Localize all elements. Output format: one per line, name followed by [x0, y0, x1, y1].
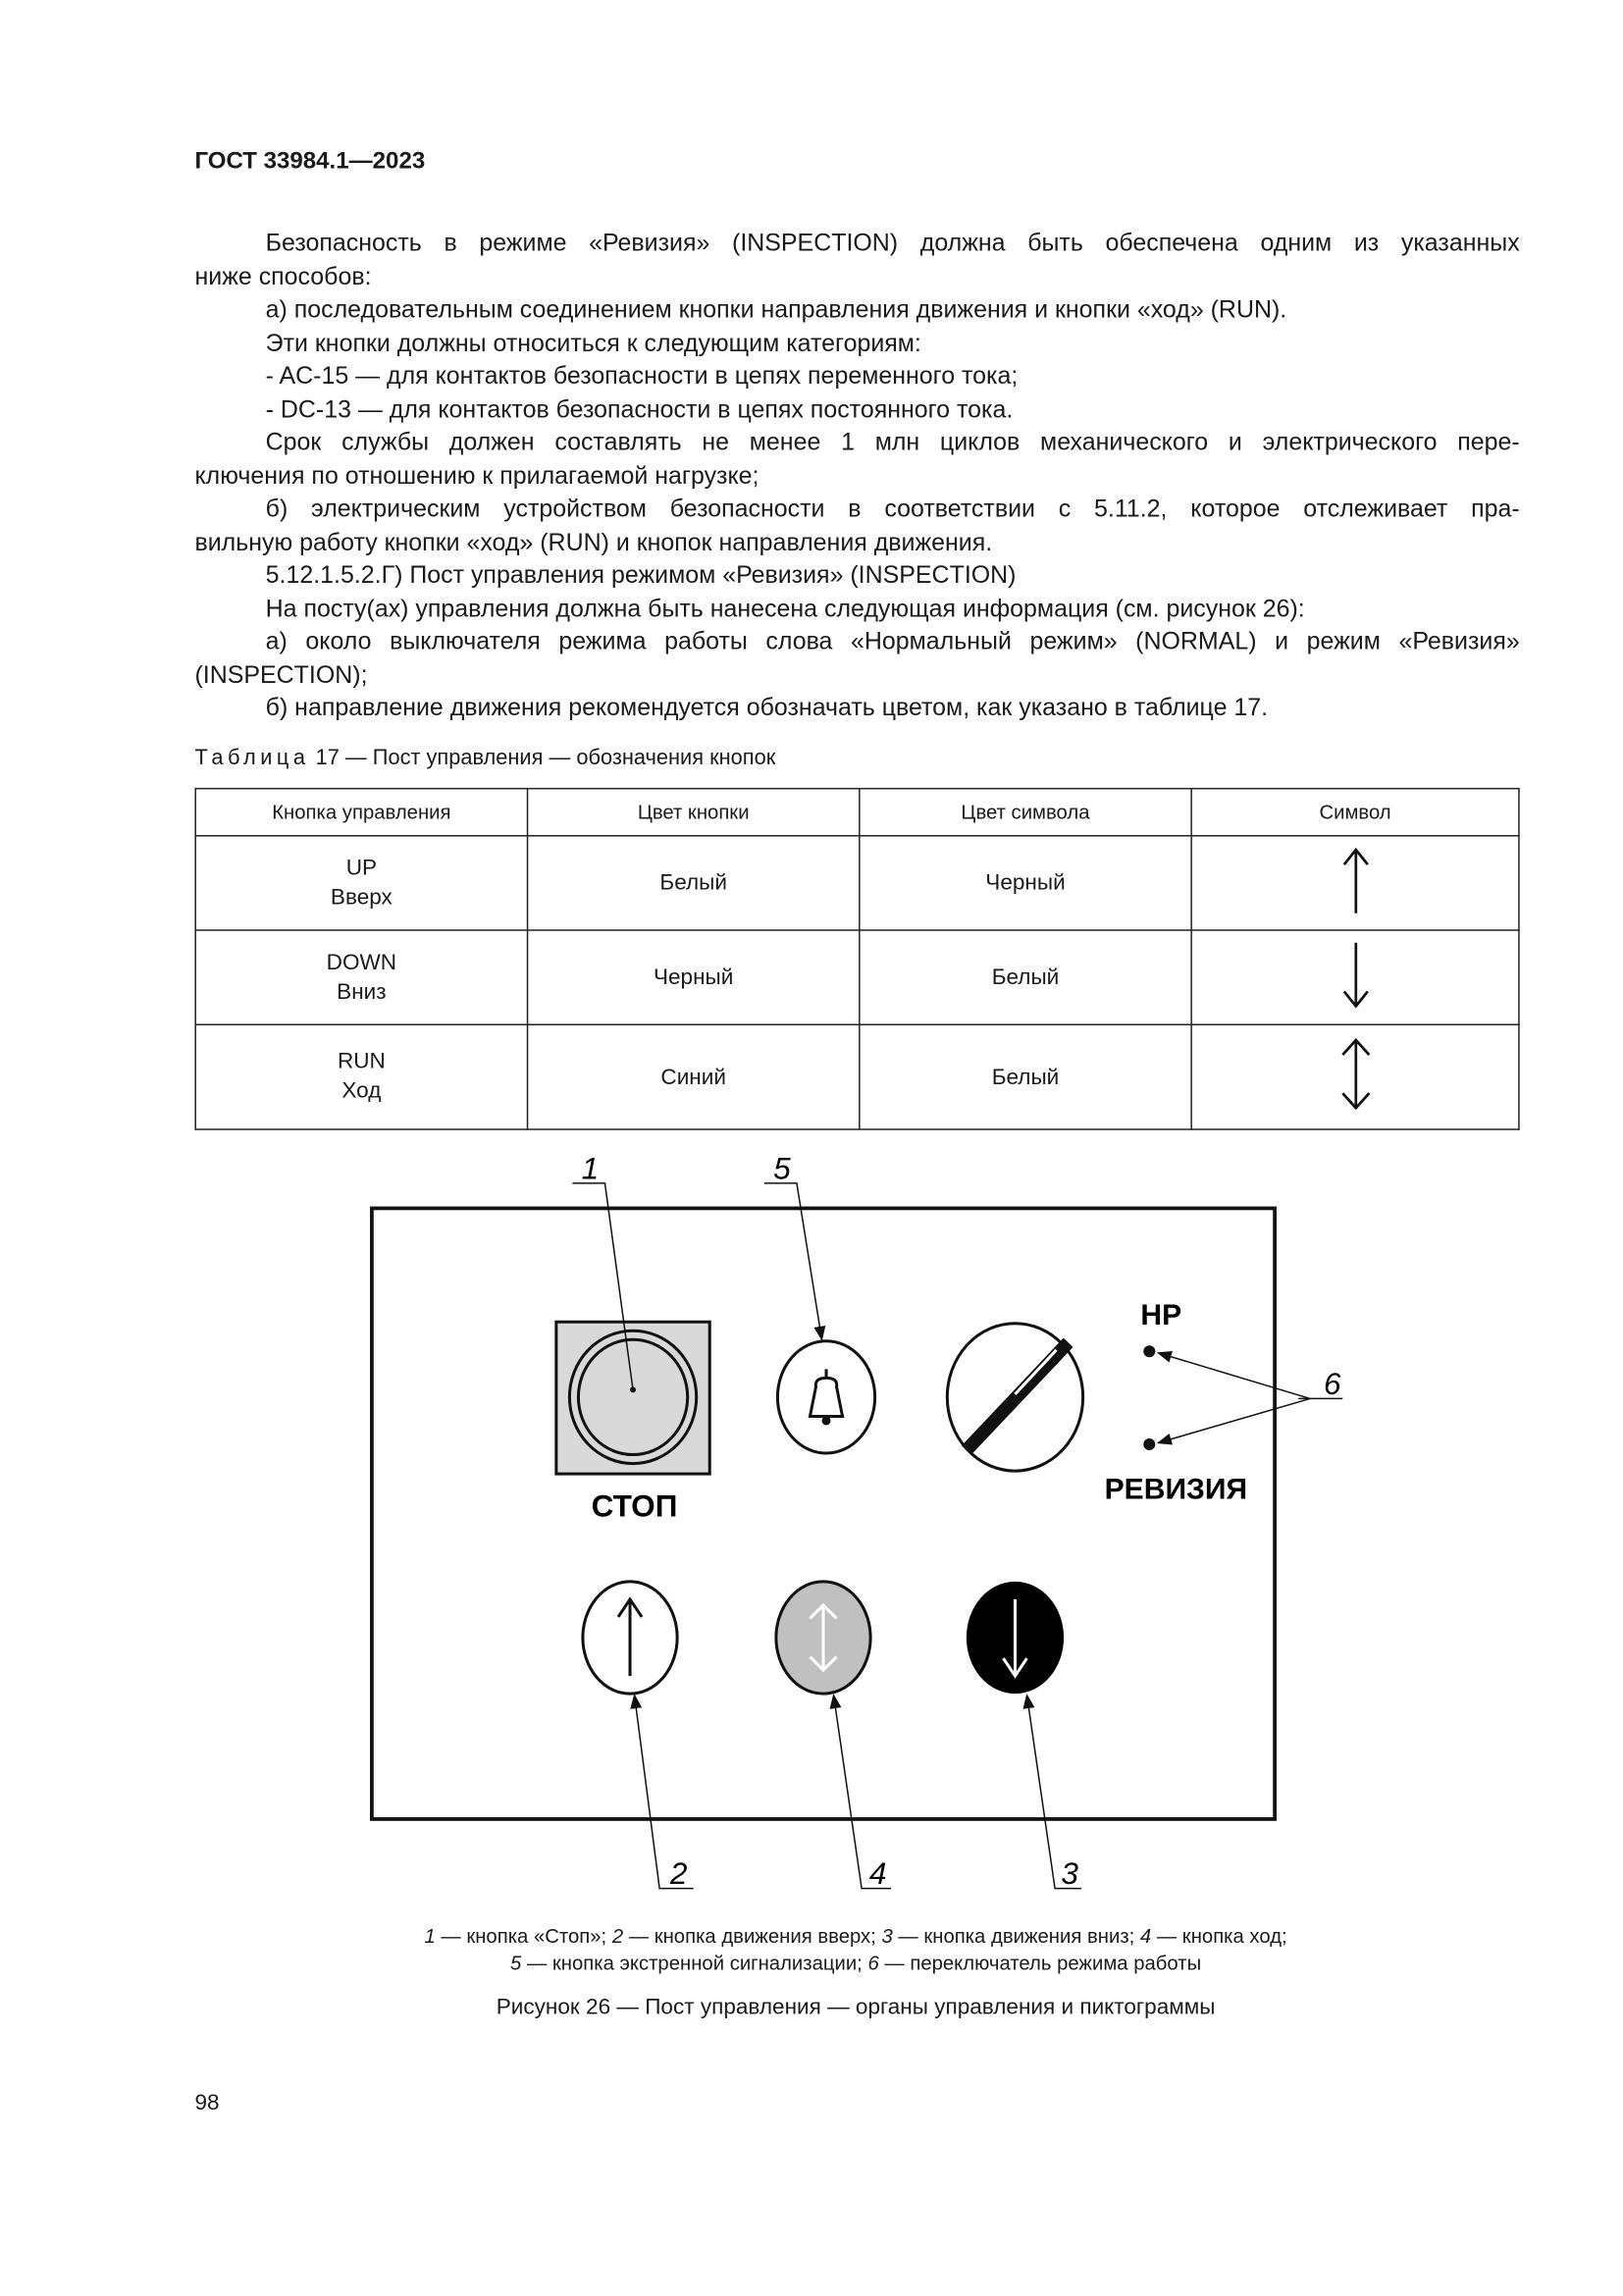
- table-row: [195, 836, 1519, 930]
- paragraph-line: а) последовательным соединением кнопки направления движения и кнопки «ход» (RUN).: [265, 294, 1287, 324]
- paragraph-line: (INSPECTION);: [194, 659, 368, 689]
- button-name-ru: Ход: [341, 1078, 382, 1104]
- table-header-row: [195, 789, 1519, 836]
- table-row: [195, 930, 1519, 1024]
- table-row: [195, 1024, 1519, 1129]
- legend-text: — кнопка движения вниз;: [892, 1925, 1140, 1948]
- callout-4: 4: [868, 1855, 887, 1892]
- callout-3: 3: [1061, 1855, 1078, 1892]
- button-designation-table: [194, 788, 1519, 1130]
- inspection-position-dot: [1143, 1438, 1155, 1450]
- inspection-mode-label: РЕВИЗИЯ: [1104, 1473, 1248, 1506]
- button-name-en: UP: [345, 855, 378, 880]
- up-button: [583, 1582, 677, 1694]
- callout-2: 2: [669, 1855, 688, 1892]
- paragraph-line: Срок службы должен составлять не менее 1 млн циклов механического и электрического пере-: [265, 428, 1520, 456]
- legend-text: — кнопка экстренной сигнализации;: [521, 1952, 868, 1974]
- control-button-cell: [195, 1024, 527, 1129]
- normal-mode-label: НР: [1140, 1299, 1182, 1332]
- control-button-cell: [195, 930, 527, 1024]
- symbol-cell: [1191, 1024, 1519, 1129]
- stop-button: [556, 1322, 709, 1474]
- panel-outline: [372, 1208, 1275, 1818]
- alarm-bell-button: [777, 1341, 874, 1453]
- arrow-up-icon: [1340, 845, 1370, 915]
- symbol-color-cell: Белый: [860, 1024, 1191, 1129]
- callout-5: 5: [773, 1150, 791, 1186]
- table-caption-text: 17 — Пост управления — обозначения кнопок: [309, 746, 776, 770]
- paragraph-line: а) около выключателя режима работы слова «Нормальный режим» (NORMAL) и режим «Ревизия»: [265, 627, 1520, 655]
- paragraph-line: Безопасность в режиме «Ревизия» (INSPECTION) должна быть обеспечена одним из указанных: [265, 229, 1520, 257]
- column-header: Цвет символа: [860, 789, 1191, 836]
- arrow-up-down-icon: [1337, 1036, 1373, 1113]
- run-button: [776, 1582, 870, 1694]
- paragraph-line: б) направление движения рекомендуется обозначать цветом, как указано в таблице 17.: [265, 693, 1269, 722]
- paragraph-line: ключения по отношению к прилагаемой нагрузке;: [194, 460, 759, 490]
- legend-text: — переключатель режима работы: [878, 1952, 1202, 1974]
- legend-number: 2: [611, 1925, 624, 1948]
- legend-text: — кнопка «Стоп»;: [435, 1925, 612, 1948]
- button-color-cell: Белый: [528, 836, 860, 930]
- document-id-header: ГОСТ 33984.1—2023: [194, 148, 426, 175]
- button-color-cell: Синий: [528, 1024, 860, 1129]
- control-panel-figure: [0, 1136, 1623, 1918]
- button-name-en: RUN: [337, 1049, 386, 1074]
- button-name-ru: Вниз: [337, 978, 387, 1005]
- page-number: 98: [194, 2090, 220, 2116]
- figure-legend-line: [0, 1951, 1623, 1977]
- paragraph-line: - AC-15 — для контактов безопасности в цепях переменного тока;: [265, 361, 1019, 390]
- table-caption: [194, 747, 775, 770]
- button-name-ru: Вверх: [330, 884, 393, 910]
- callout-1: 1: [581, 1150, 600, 1186]
- paragraph-line: вильную работу кнопки «ход» (RUN) и кнопок направления движения.: [194, 527, 993, 556]
- button-name-en: DOWN: [326, 949, 397, 975]
- symbol-cell: [1191, 930, 1519, 1024]
- arrow-down-icon: [1340, 939, 1370, 1010]
- column-header: Символ: [1191, 789, 1519, 836]
- legend-text: — кнопка ход;: [1151, 1925, 1287, 1948]
- down-button: [967, 1582, 1064, 1694]
- legend-number: 3: [881, 1925, 893, 1948]
- table-caption-prefix: Таблица: [194, 746, 310, 770]
- mode-switch: [947, 1324, 1082, 1471]
- paragraph-line: ниже способов:: [194, 261, 372, 290]
- paragraph-line: 5.12.1.5.2.Г) Пост управления режимом «Ревизия» (INSPECTION): [265, 560, 1017, 589]
- legend-number: 6: [867, 1952, 879, 1974]
- normal-position-dot: [1143, 1345, 1155, 1357]
- column-header: Цвет кнопки: [528, 789, 860, 836]
- symbol-color-cell: Черный: [860, 836, 1191, 930]
- column-header: Кнопка управления: [195, 789, 527, 836]
- figure-legend-line: [0, 1924, 1623, 1951]
- legend-number: 4: [1139, 1925, 1152, 1948]
- button-color-cell: Черный: [528, 930, 860, 1024]
- legend-text: — кнопка движения вверх;: [623, 1925, 882, 1948]
- paragraph-line: - DC-13 — для контактов безопасности в цепях постоянного тока.: [265, 394, 1014, 423]
- figure-title: Рисунок 26 — Пост управления — органы управления и пиктограммы: [496, 1994, 1216, 2020]
- paragraph-line: На посту(ах) управления должна быть нанесена следующая информация (см. рисунок 26):: [265, 594, 1305, 622]
- control-button-cell: [195, 836, 527, 930]
- callout-6: 6: [1323, 1365, 1341, 1401]
- paragraph-line: б) электрическим устройством безопасности в соответствии с 5.11.2, которое отслеживает пра-: [265, 494, 1520, 523]
- symbol-color-cell: Белый: [860, 930, 1191, 1024]
- legend-number: 5: [510, 1952, 522, 1974]
- legend-number: 1: [424, 1925, 436, 1948]
- stop-label: СТОП: [591, 1487, 678, 1524]
- paragraph-line: Эти кнопки должны относиться к следующим категориям:: [265, 328, 921, 357]
- symbol-cell: [1191, 836, 1519, 930]
